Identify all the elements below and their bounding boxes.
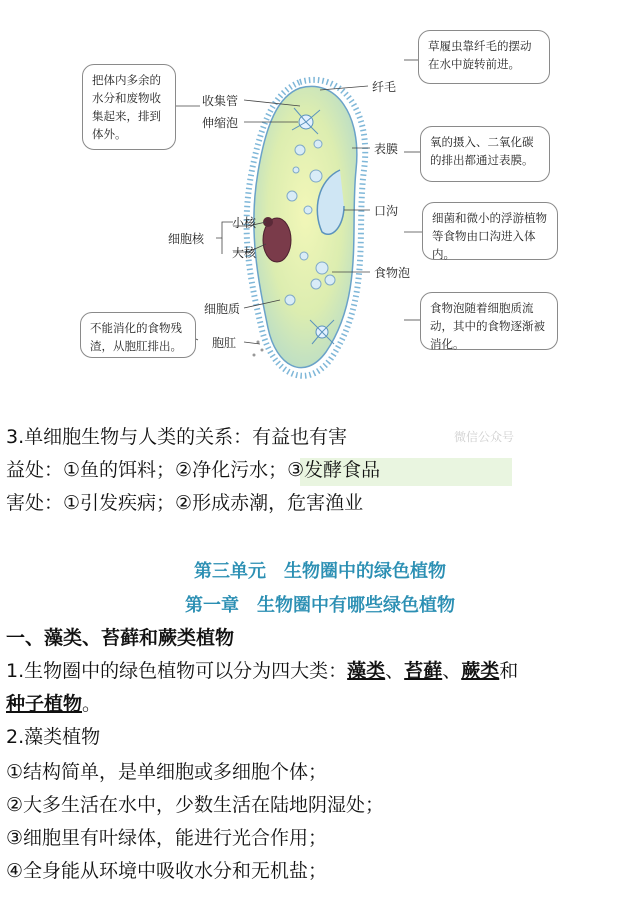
label-cilia: 纤毛 [372,80,397,94]
relation-line: 3.单细胞生物与人类的关系：有益也有害 [6,426,348,448]
label-collecting-tube: 收集管 [202,94,239,108]
label-contractile-vacuole: 伸缩泡 [202,116,239,130]
callout-cilia: 草履虫靠纤毛的摆动在水中旋转前进。 [418,30,550,84]
callout-anal: 不能消化的食物残渣，从胞肛排出。 [80,312,196,358]
conj: 和 [499,660,519,682]
term-seed-plants: 种子植物 [6,693,83,715]
chapter-title: 第一章 生物圈中有哪些绿色植物 [185,595,455,616]
callout-membrane: 氧的摄入、二氧化碳的排出都通过表膜。 [420,126,550,182]
paramecium-diagram [0,0,640,400]
callout-groove: 细菌和微小的浮游植物等食物由口沟进入体内。 [422,202,558,260]
period: 。 [82,693,102,715]
plant-categories-line-2 [6,690,101,718]
watermark-account: 微信公众号 [454,430,515,444]
algae-item-2: ②大多生活在水中，少数生活在陆地阴湿处； [6,794,385,816]
label-macronucleus: 大核 [232,246,257,260]
harm-line: 害处：①引发疾病；②形成赤潮，危害渔业 [6,492,364,514]
benefit-line: 益处：①鱼的饵料；②净化污水；③发酵食品 [6,459,381,481]
algae-item-4: ④全身能从环境中吸收水分和无机盐； [6,860,328,882]
label-oral-groove: 口沟 [374,204,399,218]
categories-prefix: 1.生物圈中的绿色植物可以分为四大类： [6,660,348,682]
label-micronucleus: 小核 [232,216,257,230]
label-food-vacuole: 食物泡 [374,266,411,280]
algae-item-3: ③细胞里有叶绿体，能进行光合作用； [6,827,328,849]
section-heading: 一、藻类、苔藓和蕨类植物 [6,627,235,649]
label-cytoplasm: 细胞质 [204,302,241,316]
label-anal-pore: 胞肛 [212,336,237,350]
callout-contractile: 把体内多余的水分和废物收集起来，排到体外。 [82,64,176,150]
term-fern: 蕨类 [461,660,500,682]
algae-item-1: ①结构简单，是单细胞或多细胞个体； [6,761,328,783]
label-pellicle: 表膜 [374,142,399,156]
sep: 、 [385,660,405,682]
unit-title: 第三单元 生物圈中的绿色植物 [194,561,446,582]
sep: 、 [442,660,462,682]
term-algae: 藻类 [347,660,386,682]
algae-heading: 2.藻类植物 [6,726,101,748]
plant-categories-line [6,657,518,685]
label-nucleus: 细胞核 [168,232,205,246]
callout-vacuole: 食物泡随着细胞质流动，其中的食物逐渐被消化。 [420,292,558,350]
term-moss: 苔藓 [404,660,443,682]
